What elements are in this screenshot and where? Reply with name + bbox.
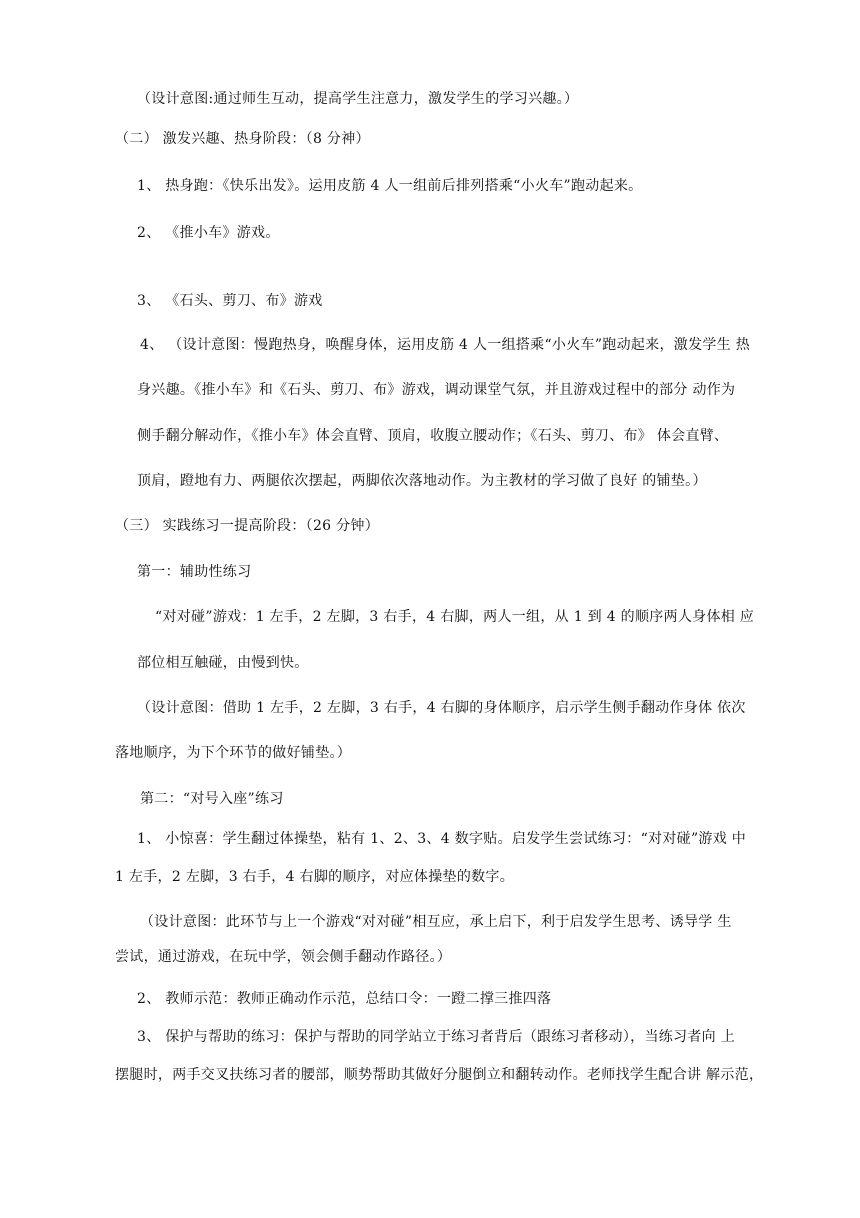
touch-game-line-2: 部位相互触碰，由慢到快。 <box>137 655 309 671</box>
surprise-line-2: 1 左手，2 左脚，3 右手，4 右脚的顺序，对应体操垫的数字。 <box>115 869 515 885</box>
second-seat-practice: 第二：“对号入座”练习 <box>140 791 284 807</box>
protection-help-line-1: 3、 保护与帮助的练习：保护与帮助的同学站立于练习者背后（跟练习者移动），当练习者向 上 <box>137 1029 736 1045</box>
item-rock-paper-scissors: 3、 《石头、剪刀、布》游戏 <box>137 293 323 309</box>
section-two-heading: （二） 激发兴趣、热身阶段：（8 分神） <box>115 131 370 147</box>
protection-help-line-2: 摆腿时，两手交叉扶练习者的腰部，顺势帮助其做好分腿倒立和翻转动作。老师找学生配合讲 解示范， <box>115 1067 764 1083</box>
first-auxiliary-practice: 第一：辅助性练习 <box>137 564 252 580</box>
item-push-cart-game: 2、 《推小车》游戏。 <box>137 225 280 241</box>
design-intent-line-2: 身兴趣。《推小车》和《石头、剪刀、布》游戏，调动课堂气氛，并且游戏过程中的部分 动作为 <box>137 382 736 398</box>
item-design-intent-line-1: 4、 （设计意图：慢跑热身，唤醒身体，运用皮筋 4 人一组搭乘“小火车”跑动起来，激发学生 热 <box>140 337 751 353</box>
design-intent-line-3: 侧手翻分解动作，《推小车》体会直臂、顶肩，收腹立腰动作；《石头、剪刀、布》 体会直臂、 <box>137 428 729 444</box>
touch-design-intent-line-2: 落地顺序，为下个环节的做好铺垫。） <box>115 745 352 761</box>
section-three-heading: （三） 实践练习一提高阶段：（26 分钟） <box>115 518 380 534</box>
item-warmup-run: 1、 热身跑：《快乐出发》。运用皮筋 4 人一组前后排列搭乘“小火车”跑动起来。 <box>137 178 643 194</box>
surprise-design-intent-line-1: （设计意图：此环节与上一个游戏“对对碰”相互应，承上启下，利于启发学生思考、诱导学 生 <box>140 914 732 930</box>
teacher-demo: 2、 教师示范：教师正确动作示范，总结口令：一蹬二撑三推四落 <box>137 991 552 1007</box>
touch-game-line-1: “对对碰”游戏：1 左手，2 左脚，3 右手，4 右脚，两人一组，从 1 到 4 的顺序两人身体相 应 <box>155 609 755 625</box>
surprise-design-intent-line-2: 尝试，通过游戏，在玩中学，领会侧手翻动作路径。） <box>115 949 452 965</box>
touch-design-intent-line-1: （设计意图：借助 1 左手，2 左脚，3 右手，4 右脚的身体顺序，启示学生侧手翻动作身体 依次 <box>137 700 746 716</box>
design-intent-interaction: （设计意图:通过师生互动，提高学生注意力，激发学生的学习兴趣。） <box>137 91 579 107</box>
surprise-line-1: 1、 小惊喜：学生翻过体操垫，粘有 1、2、3、4 数字贴。启发学生尝试练习：“对对碰”游戏 中 <box>137 831 747 847</box>
design-intent-line-4: 顶肩，蹬地有力、两腿依次摆起，两脚依次落地动作。为主教材的学习做了良好 的铺垫。） <box>137 473 707 489</box>
